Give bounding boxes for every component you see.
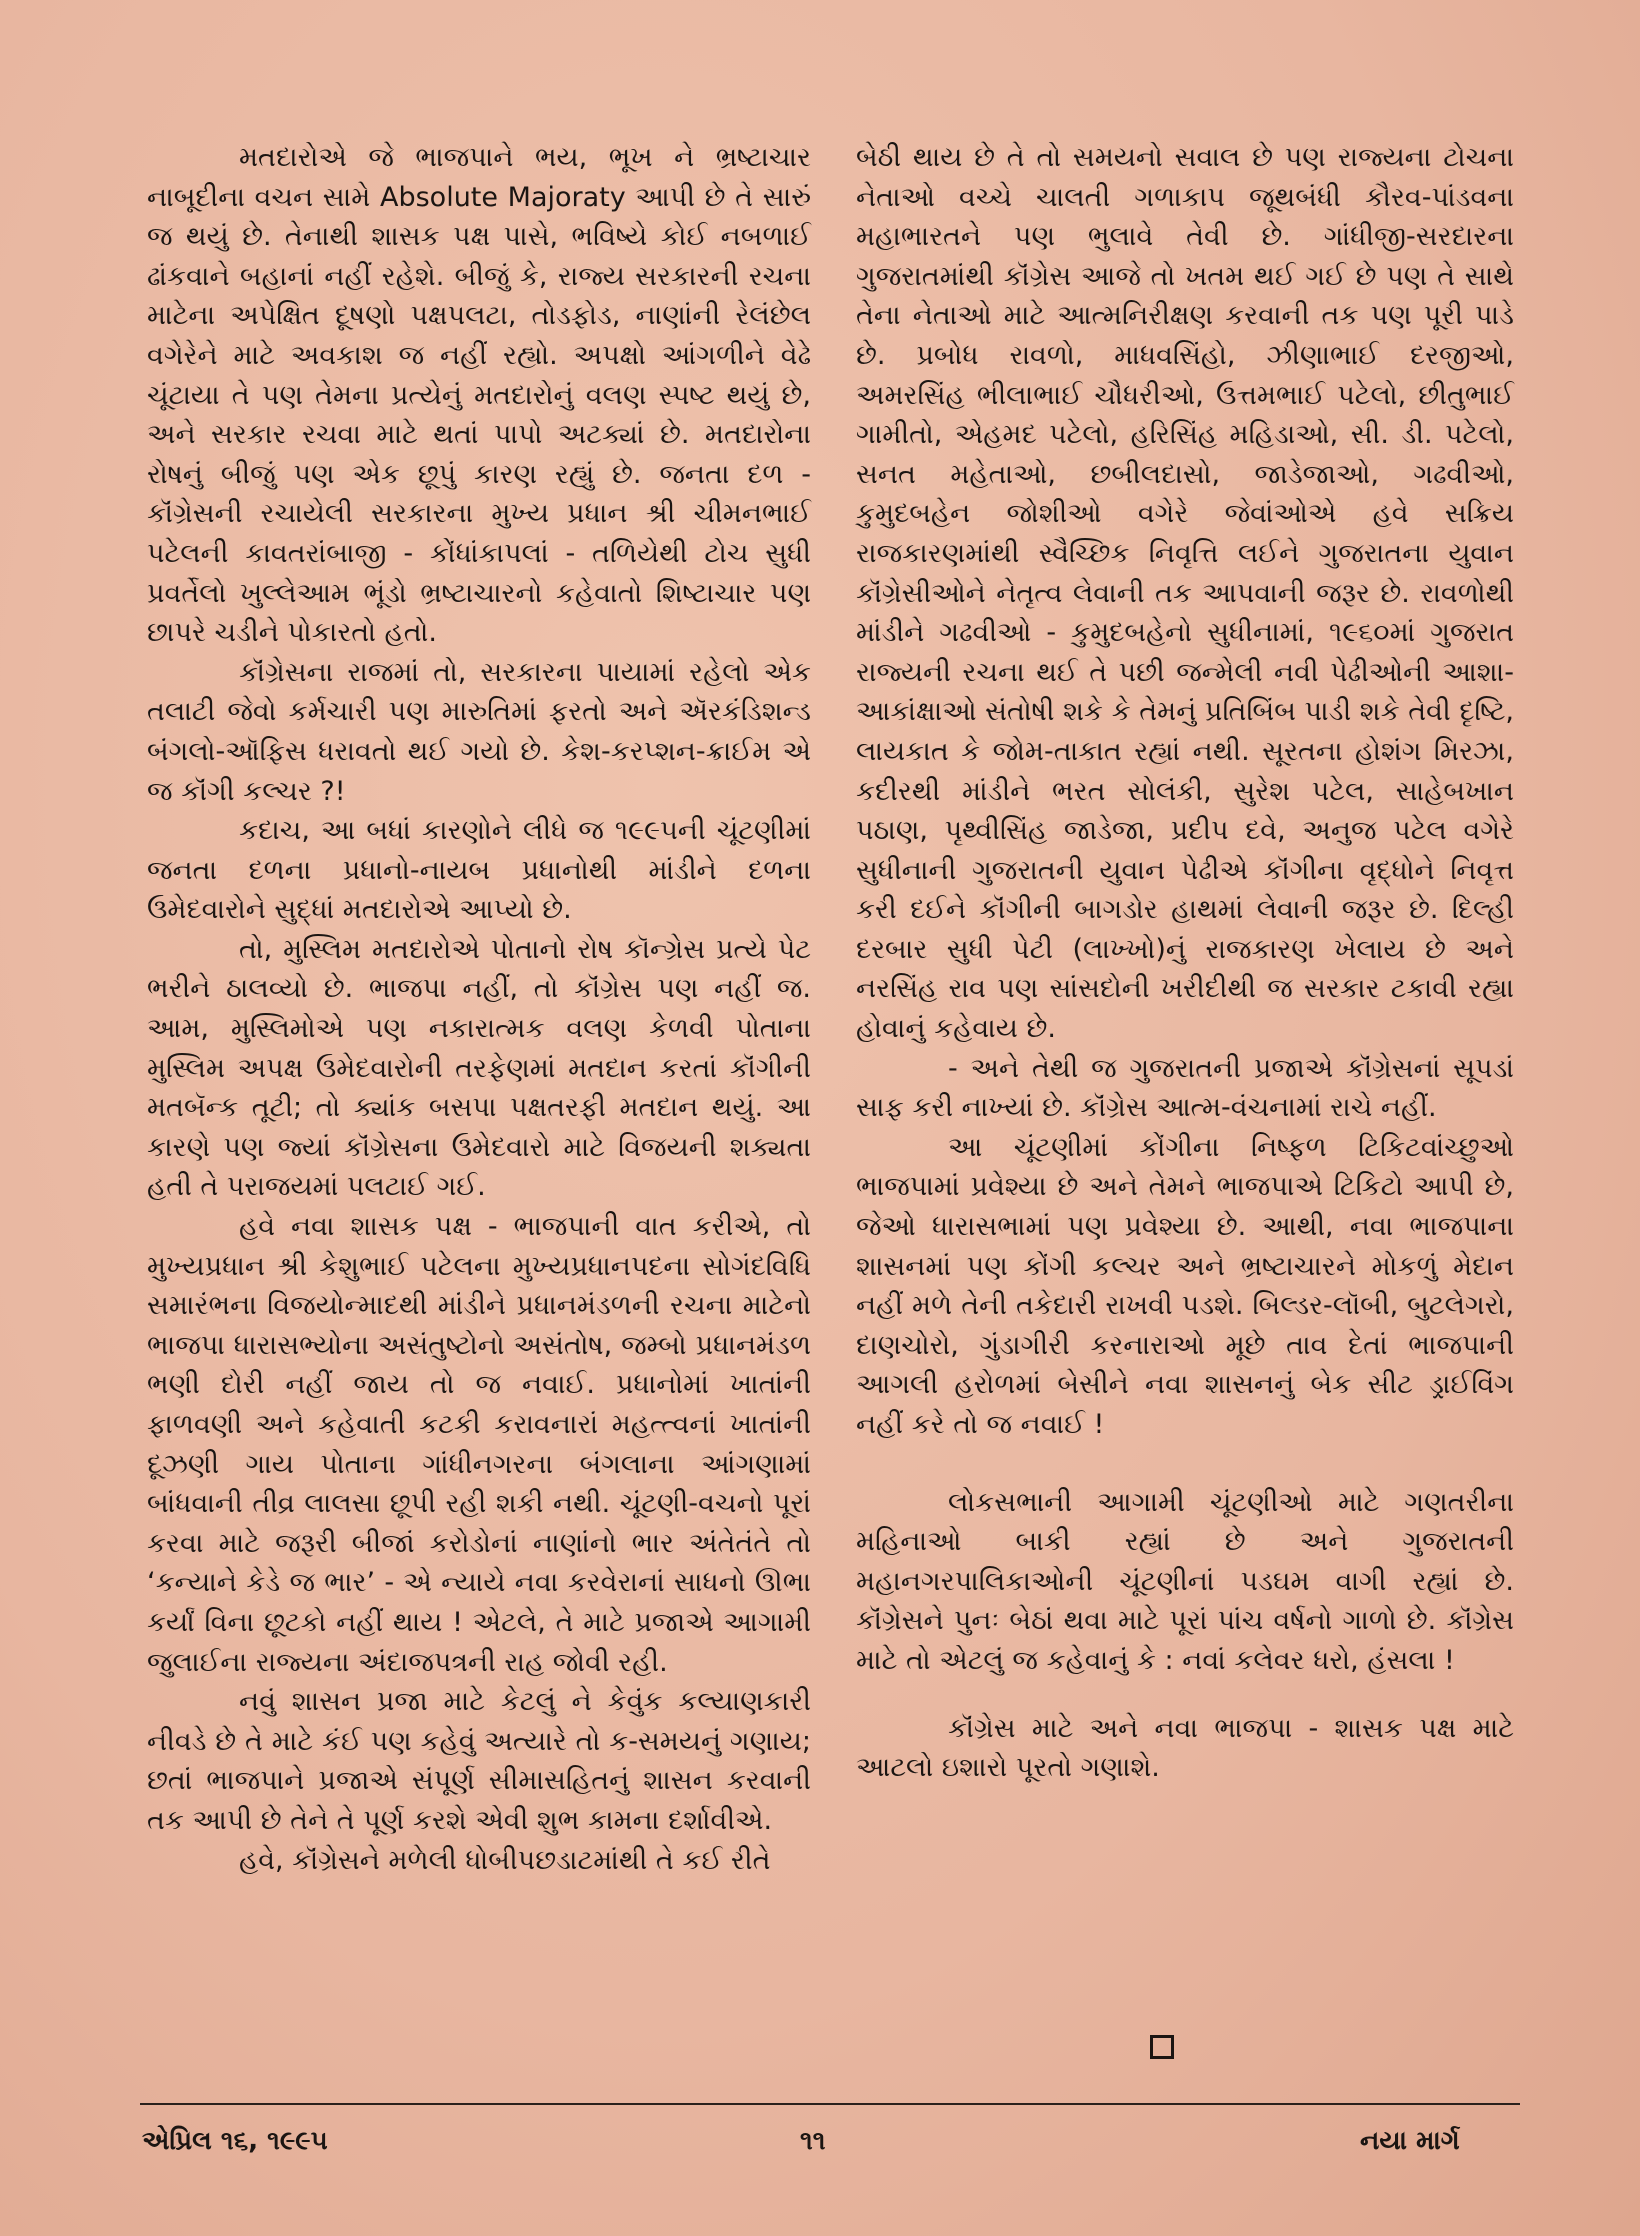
paragraph: કૉંગ્રેસ માટે અને નવા ભાજપા - શાસક પક્ષ માટે આટલો ઇશારો પૂરતો ગણાશે. — [856, 1712, 1514, 1784]
paragraph: નવું શાસન પ્રજા માટે કેટલું ને કેવુંક કલ્યાણકારી નીવડે છે તે માટે કંઈ પણ કહેવું અત્યારે તો ક-સમયનું ગણાય; છતાં ભાજપાને પ્રજાએ સંપૂર્ણ સીમાસહિતનું શાસન કરવાની તક આપી છે તેને તે પૂર્ણ કરશે એવી શુભ કામના દર્શાવીએ. — [147, 1686, 811, 1836]
paragraph: તો, મુસ્લિમ મતદારોએ પોતાનો રોષ કૉન્ગ્રેસ પ્રત્યે પેટ ભરીને ઠાલવ્યો છે. ભાજપા નહીં, તો કૉંગ્રેસ પણ નહીં જ. આમ, મુસ્લિમોએ પણ નકારાત્મક વલણ કેળવી પોતાના મુસ્લિમ અપક્ષ ઉમેદવારોની તરફેણમાં મતદાન કરતાં કૉંગીની મતબૅન્ક તૂટી; તો ક્યાંક બસપા પક્ષતરફી મતદાન થયું. આ કારણે પણ જ્યાં કૉંગ્રેસના ઉમેદવારો માટે વિજયની શક્યતા હતી તે પરાજયમાં પલટાઈ ગઈ. — [147, 933, 811, 1203]
paragraph: હવે નવા શાસક પક્ષ - ભાજપાની વાત કરીએ, તો મુખ્યપ્રધાન શ્રી કેશુભાઈ પટેલના મુખ્યપ્રધાનપદના સોગંદવિધિ સમારંભના વિજયોન્માદથી માંડીને પ્રધાનમંડળની રચના માટેનો ભાજપા ધારાસભ્યોના અસંતુષ્ટોનો અસંતોષ, જમ્બો પ્રધાનમંડળ ભણી દોરી નહીં જાય તો જ નવાઈ. પ્રધાનોમાં ખાતાંની ફાળવણી અને કહેવાતી કટકી કરાવનારાં મહત્ત્વનાં ખાતાંની દૂઝણી ગાય પોતાના ગાંધીનગરના બંગલાના આંગણામાં બાંધવાની તીવ્ર લાલસા છૂપી રહી શકી નથી. ચૂંટણી-વચનો પૂરાં કરવા માટે જરૂરી બીજાં કરોડોનાં નાણાંનો ભાર અંતેતંતે તો ‘કન્યાને કેડે જ ભાર’ - એ ન્યાયે નવા કરવેરાનાં સાધનો ઊભા કર્યાં વિના છૂટકો નહીં થાય ! એટલે, તે માટે પ્રજાએ આગામી જુલાઈના રાજ્યના અંદાજપત્રની રાહ જોવી રહી. — [147, 1211, 811, 1678]
magazine-name: નયા માર્ગ — [1360, 2126, 1460, 2156]
paragraph: કૉંગ્રેસના રાજમાં તો, સરકારના પાયામાં રહેલો એક તલાટી જેવો કર્મચારી પણ મારુતિમાં ફરતો અને ઍરકંડિશન્ડ બંગલો-ઑફિસ ધરાવતો થઈ ગયો છે. કેશ-કરપ્શન-ક્રાઈમ એ જ કૉંગી કલ્ચર ?! — [147, 656, 811, 807]
end-of-article-mark — [1150, 2035, 1174, 2059]
paragraph: કદાચ, આ બધાં કારણોને લીધે જ ૧૯૯૫ની ચૂંટણીમાં જનતા દળના પ્રધાનો-નાયબ પ્રધાનોથી માંડીને દળના ઉમેદવારોને સુદ્ધાં મતદારોએ આપ્યો છે. — [147, 815, 811, 926]
paragraph: મતદારોએ જે ભાજપાને ભય, ભૂખ ને ભ્રષ્ટાચાર નાબૂદીના વચન સામે Absolute Majoraty આપી છે તે સારું જ થયું છે. તેનાથી શાસક પક્ષ પાસે, ભવિષ્યે કોઈ નબળાઈ ઢાંકવાને બહાનાં નહીં રહેશે. બીજું કે, રાજ્ય સરકારની રચના માટેના અપેક્ષિત દૂષણો પક્ષપલટા, તોડફોડ, નાણાંની રેલંછેલ વગેરેને માટે અવકાશ જ નહીં રહ્યો. અપક્ષો આંગળીને વેઢે ચૂંટાયા તે પણ તેમના પ્રત્યેનું મતદારોનું વલણ સ્પષ્ટ થયું છે, અને સરકાર રચવા માટે થતાં પાપો અટક્યાં છે. મતદારોના રોષનું બીજું પણ એક છૂપું કારણ રહ્યું છે. જનતા દળ - કૉંગ્રેસની રચાયેલી સરકારના મુખ્ય પ્રધાન શ્રી ચીમનભાઈ પટેલની કાવતરાંબાજી - કોંધાંકાપલાં - તળિયેથી ટોચ સુધી પ્રવર્તેલો ખુલ્લેઆમ ભૂંડો ભ્રષ્ટાચારનો કહેવાતો શિષ્ટાચાર પણ છાપરે ચડીને પોકારતો હતો. — [147, 142, 811, 649]
page-number: ૧૧ — [800, 2126, 826, 2156]
paragraph: હવે, કૉંગ્રેસને મળેલી ધોબીપછડાટમાંથી તે કઈ રીતે — [239, 1844, 771, 1876]
paragraph: લોકસભાની આગામી ચૂંટણીઓ માટે ગણતરીના મહિનાઓ બાકી રહ્યાં છે અને ગુજરાતની મહાનગરપાલિકાઓની ચૂંટણીનાં પડઘમ વાગી રહ્યાં છે. કૉંગ્રેસને પુનઃ બેઠાં થવા માટે પૂરાં પાંચ વર્ષનો ગાળો છે. કૉંગ્રેસ માટે તો એટલું જ કહેવાનું કે : નવાં કલેવર ધરો, હંસલા ! — [856, 1486, 1514, 1676]
footer-rule — [140, 2103, 1520, 2105]
footer-date: એપ્રિલ ૧૬, ૧૯૯૫ — [142, 2126, 328, 2156]
paragraph: - અને તેથી જ ગુજરાતની પ્રજાએ કૉંગ્રેસનાં સૂપડાં સાફ કરી નાખ્યાં છે. કૉંગ્રેસ આત્મ-વંચનામાં રાચે નહીં. — [856, 1052, 1514, 1124]
left-column — [147, 138, 811, 1880]
right-column — [856, 138, 1514, 1788]
paragraph: આ ચૂંટણીમાં કોંગીના નિષ્ફળ ટિકિટવાંચ્છુઓ ભાજપામાં પ્રવેશ્યા છે અને તેમને ભાજપાએ ટિકિટો આપી છે, જેઓ ધારાસભામાં પણ પ્રવેશ્યા છે. આથી, નવા ભાજપાના શાસનમાં પણ કોંગી કલ્ચર અને ભ્રષ્ટાચારને મોકળું મેદાન નહીં મળે તેની તકેદારી રાખવી પડશે. બિલ્ડર-લૉબી, બુટલેગરો, દાણચોરો, ગુંડાગીરી કરનારાઓ મૂછે તાવ દેતાં ભાજપાની આગલી હરોળમાં બેસીને નવા શાસનનું બેક સીટ ડ્રાઈવિંગ નહીં કરે તો જ નવાઈ ! — [856, 1131, 1514, 1440]
paragraph: બેઠી થાય છે તે તો સમયનો સવાલ છે પણ રાજ્યના ટોચના નેતાઓ વચ્ચે ચાલતી ગળાકાપ જૂથબંધી કૌરવ-પાંડવના મહાભારતને પણ ભુલાવે તેવી છે. ગાંધીજી-સરદારના ગુજરાતમાંથી કૉંગ્રેસ આજે તો ખતમ થઈ ગઈ છે પણ તે સાથે તેના નેતાઓ માટે આત્મનિરીક્ષણ કરવાની તક પણ પૂરી પાડે છે. પ્રબોધ રાવળો, માધવસિંહો, ઝીણાભાઈ દરજીઓ, અમરસિંહ ભીલાભાઈ ચૌધરીઓ, ઉત્તમભાઈ પટેલો, છીતુભાઈ ગામીતો, એહમદ પટેલો, હરિસિંહ મહિડાઓ, સી. ડી. પટેલો, સનત મહેતાઓ, છબીલદાસો, જાડેજાઓ, ગઢવીઓ, કુમુદબહેન જોશીઓ વગેરે જેવાંઓએ હવે સક્રિય રાજકારણમાંથી સ્વૈચ્છિક નિવૃત્તિ લઈને ગુજરાતના યુવાન કૉંગ્રેસીઓને નેતૃત્વ લેવાની તક આપવાની જરૂર છે. રાવળોથી માંડીને ગઢવીઓ - કુમુદબહેનો સુધીનામાં, ૧૯૬૦માં ગુજરાત રાજ્યની રચના થઈ તે પછી જન્મેલી નવી પેઢીઓની આશા-આકાંક્ષાઓ સંતોષી શકે કે તેમનું પ્રતિબિંબ પાડી શકે તેવી દૃષ્ટિ, લાયકાત કે જોમ-તાકાત રહ્યાં નથી. સૂરતના હોશંગ મિરઝા, કદીરથી માંડીને ભરત સોલંકી, સુરેશ પટેલ, સાહેબખાન પઠાણ, પૃથ્વીસિંહ જાડેજા, પ્રદીપ દવે, અનુજ પટેલ વગેરે સુધીનાની ગુજરાતની યુવાન પેઢીએ કૉંગીના વૃદ્ધોને નિવૃત્ત કરી દઈને કૉંગીની બાગડોર હાથમાં લેવાની જરૂર છે. દિલ્હી દરબાર સુધી પેટી (લાખ્ખો)નું રાજકારણ ખેલાય છે અને નરસિંહ રાવ પણ સાંસદોની ખરીદીથી જ સરકાર ટકાવી રહ્યા હોવાનું કહેવાય છે. — [856, 142, 1514, 1045]
